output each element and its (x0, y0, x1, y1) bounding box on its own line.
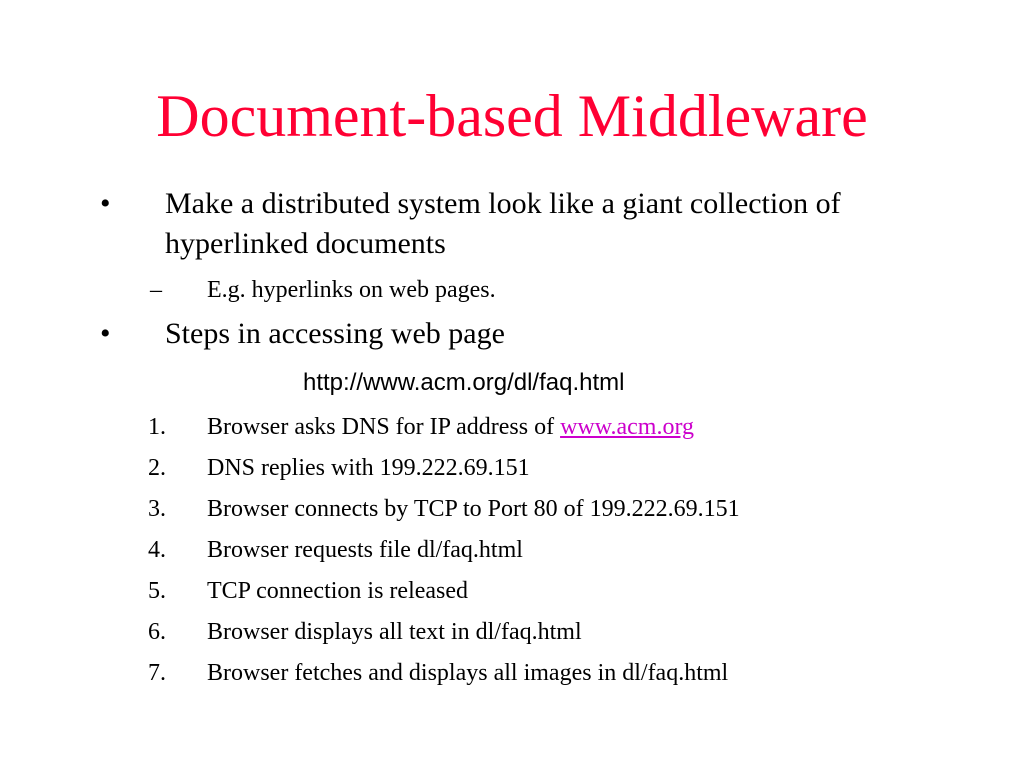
step-text: Browser requests file dl/faq.html (207, 537, 523, 563)
step-text: TCP connection is released (207, 578, 469, 604)
list-item (0, 489, 1024, 530)
list-item (0, 530, 1024, 571)
step-number: 1. (148, 414, 166, 440)
step-text: Browser fetches and displays all images in dl/faq.html (207, 660, 729, 686)
bullet-text: Make a distributed system look like a giant collection of hyperlinked documents (165, 187, 841, 260)
list-item (0, 612, 1024, 653)
step-number: 5. (148, 578, 166, 604)
acm-link[interactable]: www.acm.org (560, 414, 695, 440)
bullet-text: Steps in accessing web page (165, 317, 505, 350)
step-text: Browser displays all text in dl/faq.html (207, 619, 582, 645)
step-number: 7. (148, 660, 166, 686)
step-number: 2. (148, 455, 166, 481)
step-number: 4. (148, 537, 166, 563)
slide-title: Document-based Middleware (156, 83, 868, 149)
step-text: DNS replies with 199.222.69.151 (207, 455, 530, 481)
bullet-marker: • (100, 187, 111, 220)
step-text: Browser connects by TCP to Port 80 of 199.222.69.151 (207, 496, 740, 522)
step-number: 3. (148, 496, 166, 522)
example-url: http://www.acm.org/dl/faq.html (303, 369, 625, 396)
list-item (0, 653, 1024, 694)
sub-bullet-marker: – (150, 277, 162, 303)
steps-list (0, 407, 1024, 694)
step-text-container (207, 407, 694, 448)
sub-bullet-text: E.g. hyperlinks on web pages. (207, 277, 496, 303)
step-number: 6. (148, 619, 166, 645)
step-text: Browser asks DNS for IP address of (207, 414, 561, 440)
list-item (0, 448, 1024, 489)
list-item (0, 407, 1024, 448)
list-item (0, 571, 1024, 612)
bullet-marker: • (100, 317, 111, 350)
